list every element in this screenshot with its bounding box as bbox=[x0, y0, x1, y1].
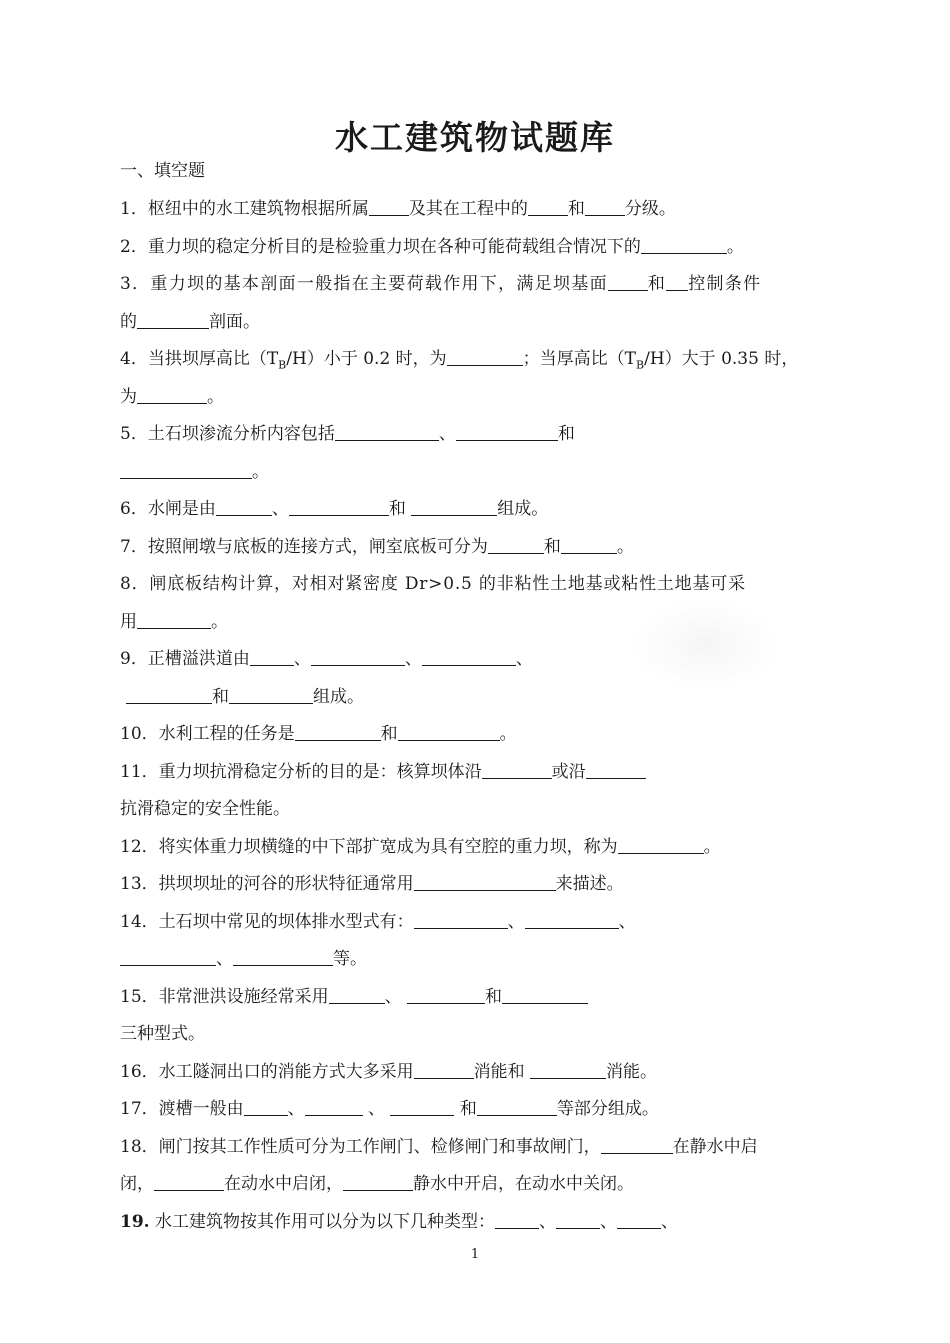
blank bbox=[305, 1099, 363, 1116]
blank bbox=[126, 687, 212, 704]
question-9-cont: 和 组成。 bbox=[126, 686, 364, 708]
blank bbox=[335, 424, 439, 441]
question-3: 3．重力坝的基本剖面一般指在主要荷载作用下，满足坝基面 和 控制条件 bbox=[120, 274, 762, 294]
blank bbox=[414, 874, 556, 891]
blank bbox=[525, 912, 619, 929]
question-5-cont: 。 bbox=[120, 461, 269, 483]
blank bbox=[456, 424, 558, 441]
question-5: 5．土石坝渗流分析内容包括 、 和 bbox=[120, 424, 575, 444]
blank bbox=[120, 462, 252, 479]
scan-smudge bbox=[630, 600, 780, 690]
question-14-cont: 、 等。 bbox=[120, 948, 367, 970]
section-heading: 一、填空题 bbox=[120, 161, 205, 181]
blank bbox=[477, 1099, 557, 1116]
question-2: 2．重力坝的稳定分析目的是检验重力坝在各种可能荷载组合情况下的 。 bbox=[120, 237, 744, 257]
blank bbox=[137, 612, 211, 629]
blank bbox=[311, 649, 405, 666]
blank bbox=[407, 987, 485, 1004]
page-title: 水工建筑物试题库 bbox=[335, 118, 615, 157]
blank bbox=[216, 499, 272, 516]
blank bbox=[641, 237, 727, 254]
blank bbox=[120, 949, 216, 966]
question-4-cont: 为 。 bbox=[120, 387, 224, 407]
question-13: 13．拱坝坝址的河谷的形状特征通常用 来描述。 bbox=[120, 874, 624, 894]
question-15: 15．非常泄洪设施经常采用 、 和 bbox=[120, 986, 588, 1008]
question-11-cont: 抗滑稳定的安全性能。 bbox=[120, 799, 290, 819]
blank bbox=[530, 1062, 606, 1079]
blank bbox=[414, 1062, 474, 1079]
question-19: 19. 水工建筑物按其作用可以分为以下几种类型： 、 、 、 bbox=[120, 1212, 678, 1232]
question-18-cont: 闭， 在动水中启闭， 静水中开启，在动水中关闭。 bbox=[120, 1174, 634, 1194]
blank bbox=[137, 387, 207, 404]
blank bbox=[329, 987, 385, 1004]
blank bbox=[390, 1099, 454, 1116]
question-1: 1．枢纽中的水工建筑物根据所属 及其在工程中的 和 分级。 bbox=[120, 199, 676, 219]
blank bbox=[447, 349, 523, 366]
question-8: 8．闸底板结构计算，对相对紧密度 Dr>0.5 的非粘性土地基或粘性土地基可采 bbox=[120, 574, 746, 594]
question-18: 18．闸门按其工作性质可分为工作闸门、检修闸门和事故闸门， 在静水中启 bbox=[120, 1137, 758, 1157]
question-10: 10．水利工程的任务是 和 。 bbox=[120, 724, 517, 744]
blank bbox=[154, 1174, 224, 1191]
blank bbox=[495, 1212, 539, 1229]
blank bbox=[586, 762, 646, 779]
question-6: 6．水闸是由 、 和 组成。 bbox=[120, 499, 549, 519]
blank bbox=[369, 199, 409, 216]
question-11: 11．重力坝抗滑稳定分析的目的是：核算坝体沿 或沿 bbox=[120, 761, 646, 783]
question-4: 4．当拱坝厚高比$(T_B/H)$小于 0.2 时，为 ；当厚高比$(T_B/H)$大于 0.35 时， bbox=[120, 349, 799, 372]
question-9: 9．正槽溢洪道由 、 、 、 bbox=[120, 649, 533, 669]
blank bbox=[414, 912, 508, 929]
blank bbox=[618, 837, 704, 854]
question-8-cont: 用 。 bbox=[120, 612, 228, 632]
question-15-cont: 三种型式。 bbox=[120, 1024, 205, 1044]
question-3-cont: 的 剖面。 bbox=[120, 312, 260, 332]
blank bbox=[561, 537, 617, 554]
blank bbox=[585, 199, 625, 216]
question-7: 7．按照闸墩与底板的连接方式，闸室底板可分为 和 。 bbox=[120, 537, 634, 557]
question-16: 16．水工隧洞出口的消能方式大多采用 消能和 消能。 bbox=[120, 1062, 658, 1082]
blank bbox=[608, 274, 648, 291]
page-number: 1 bbox=[470, 1247, 480, 1262]
blank bbox=[411, 499, 497, 516]
blank bbox=[289, 499, 389, 516]
question-17: 17．渡槽一般由 、 、 和 等部分组成。 bbox=[120, 1099, 659, 1119]
blank bbox=[250, 649, 294, 666]
blank bbox=[422, 649, 516, 666]
blank bbox=[528, 199, 568, 216]
blank bbox=[137, 312, 209, 329]
blank bbox=[488, 537, 544, 554]
blank bbox=[502, 987, 588, 1004]
blank bbox=[556, 1212, 600, 1229]
question-14: 14．土石坝中常见的坝体排水型式有： 、 、 bbox=[120, 912, 636, 932]
blank bbox=[398, 724, 500, 741]
blank bbox=[666, 274, 688, 291]
blank bbox=[617, 1212, 661, 1229]
blank bbox=[295, 724, 381, 741]
question-12: 12．将实体重力坝横缝的中下部扩宽成为具有空腔的重力坝，称为 。 bbox=[120, 837, 721, 857]
blank bbox=[244, 1099, 288, 1116]
blank bbox=[482, 762, 552, 779]
blank bbox=[233, 949, 333, 966]
blank bbox=[601, 1137, 673, 1154]
blank bbox=[343, 1174, 413, 1191]
blank bbox=[229, 687, 313, 704]
